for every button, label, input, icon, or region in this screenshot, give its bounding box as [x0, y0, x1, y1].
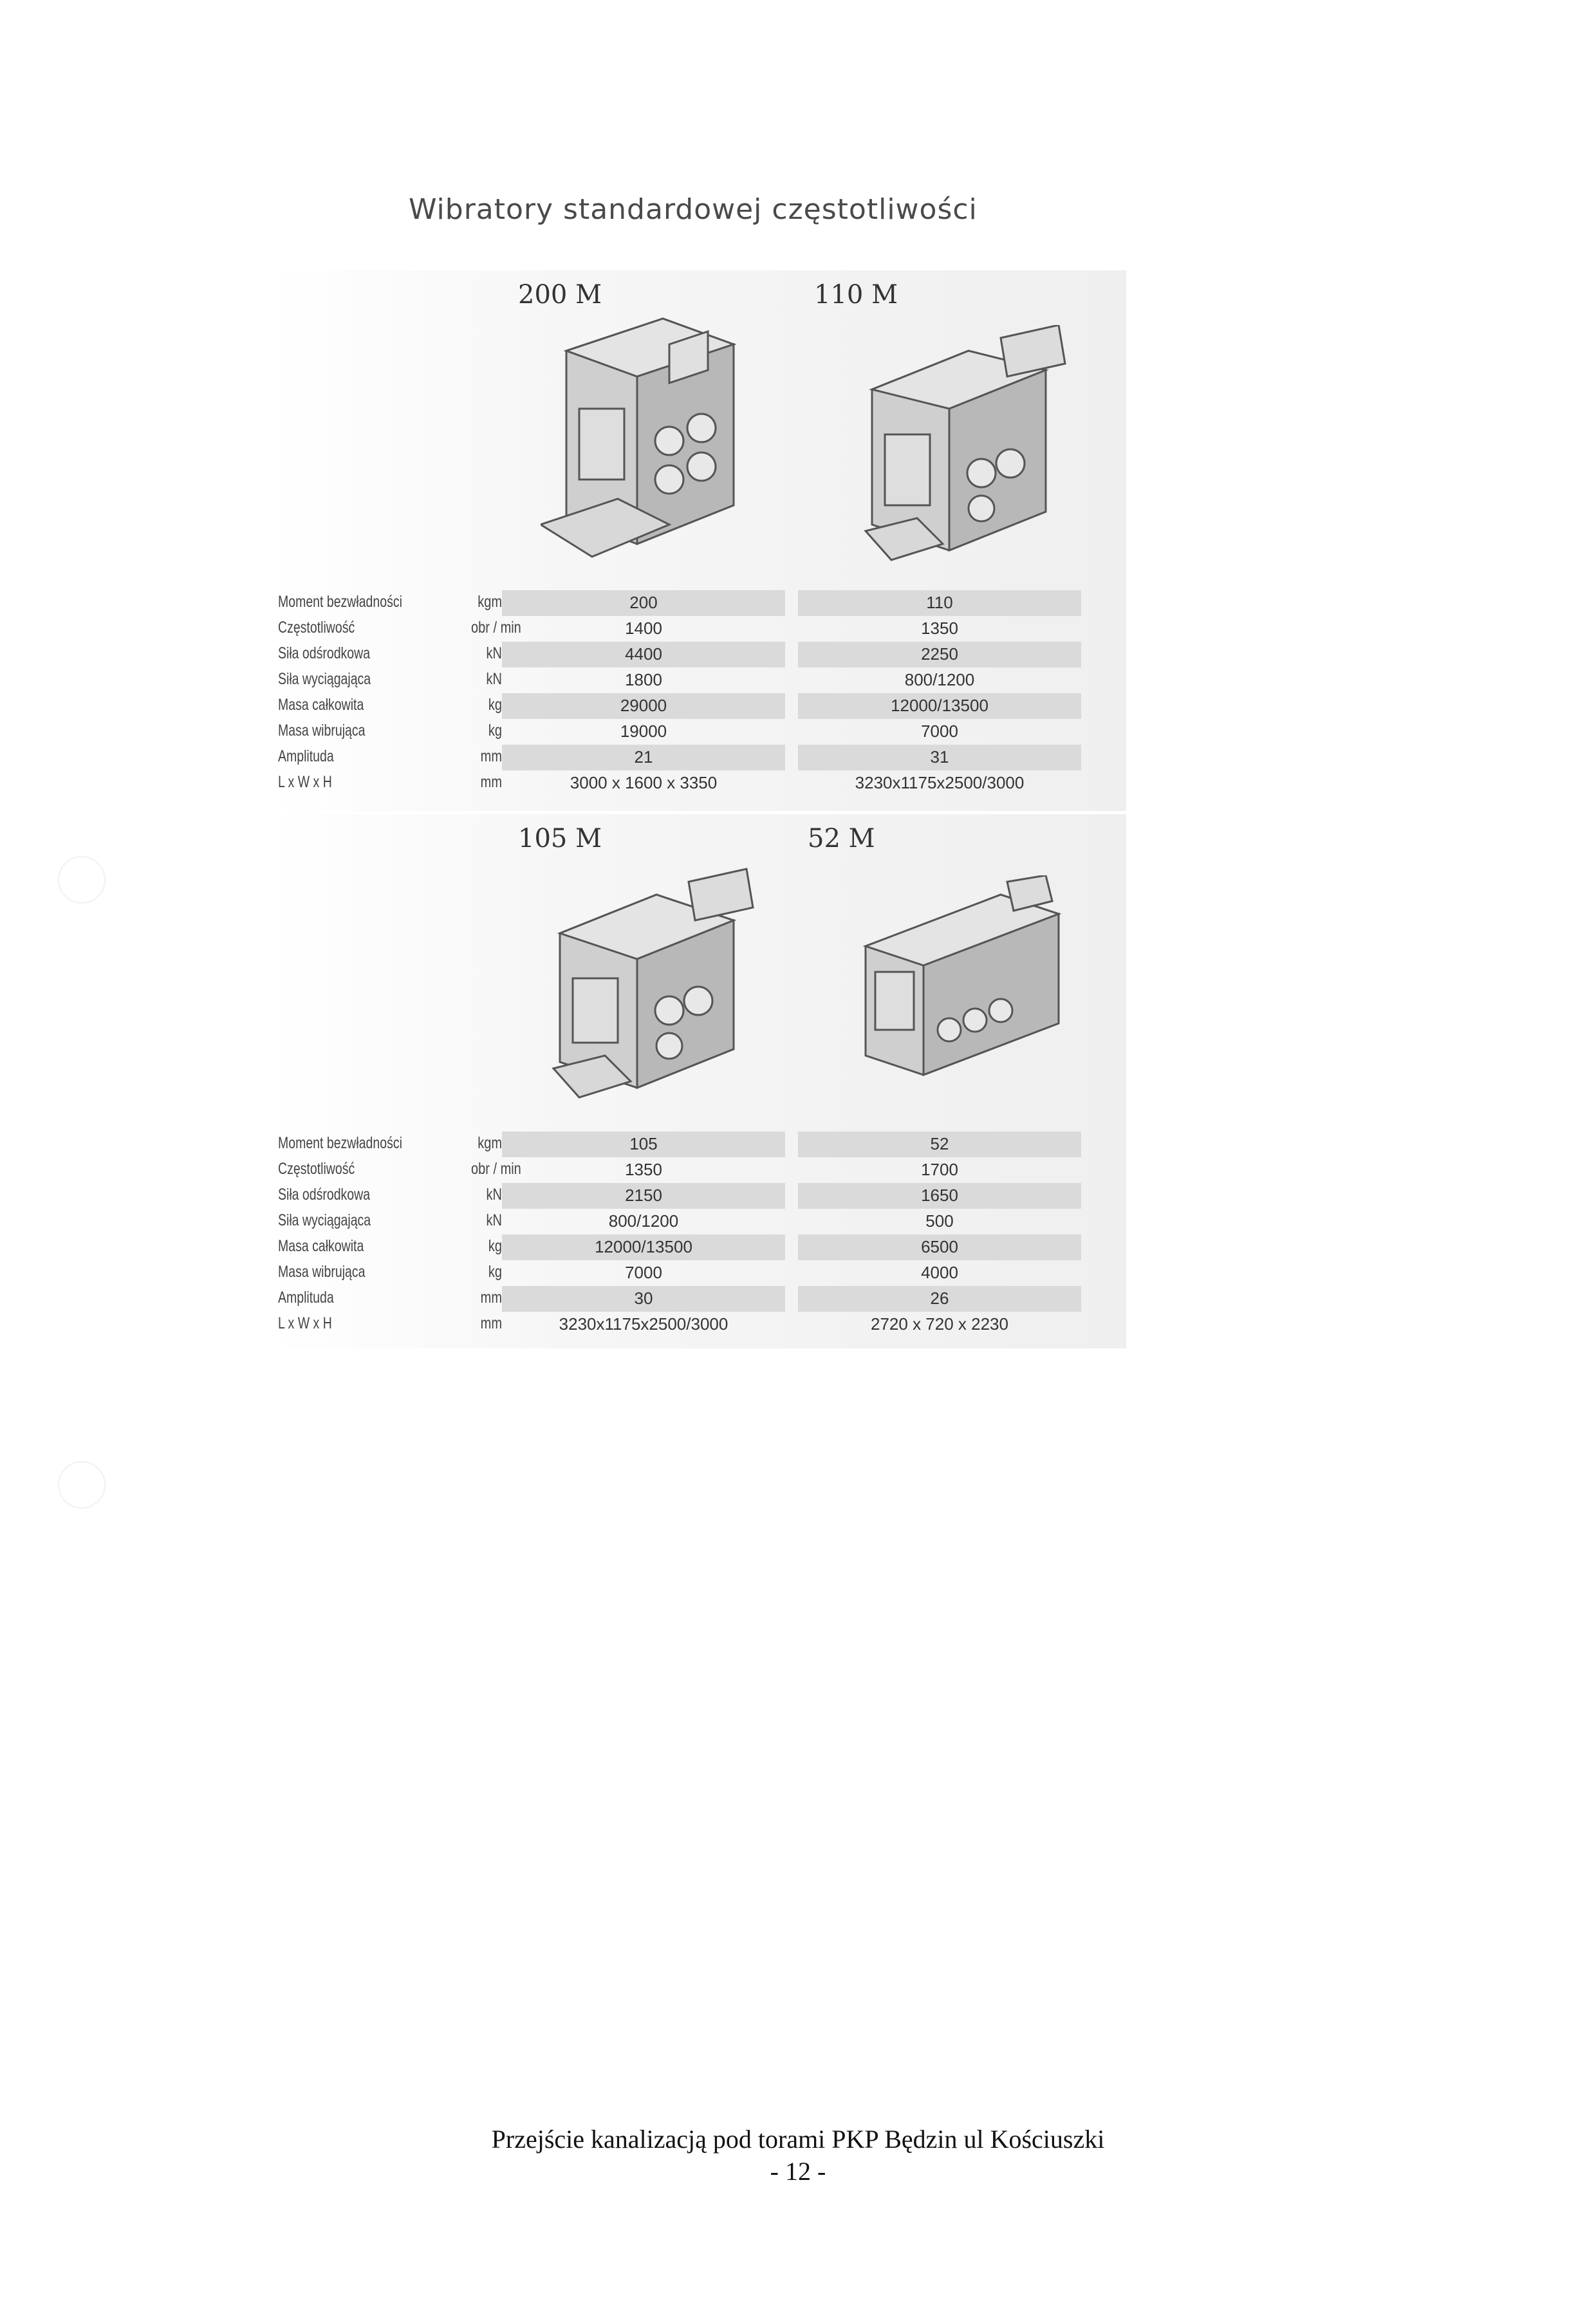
spec-unit: obr / min — [471, 619, 521, 637]
spec-label: Moment bezwładności — [278, 1134, 402, 1152]
spec-row — [270, 719, 1126, 745]
scan-artifact — [58, 856, 106, 904]
spec-value: 26 — [930, 1289, 949, 1308]
spec-value: 3000 x 1600 x 3350 — [570, 773, 718, 792]
spec-unit: kN — [486, 1211, 502, 1229]
page-title: Wibratory standardowej częstotliwości — [409, 193, 978, 226]
spec-value: 52 — [930, 1134, 949, 1153]
footer-caption: Przejście kanalizacją pod torami PKP Będzin ul Kościuszki — [491, 2125, 1105, 2154]
spec-row — [270, 1209, 1126, 1234]
spec-row — [270, 616, 1126, 642]
vibrator-105m-illustration — [541, 862, 759, 1107]
spec-row — [270, 1312, 1126, 1337]
spec-row — [270, 1260, 1126, 1286]
spec-value: 4000 — [921, 1263, 958, 1282]
spec-value: 2250 — [921, 644, 958, 664]
spec-unit: kN — [486, 670, 502, 688]
spec-label: Masa całkowita — [278, 696, 364, 714]
spec-unit: mm — [480, 747, 502, 765]
spec-value: 3230x1175x2500/3000 — [855, 773, 1025, 792]
spec-value: 12000/13500 — [595, 1237, 692, 1256]
spec-value: 500 — [925, 1211, 954, 1231]
block-top — [270, 270, 1126, 811]
model-label-110m: 110 M — [814, 280, 898, 310]
spec-label: Amplituda — [278, 747, 334, 765]
spec-value: 21 — [634, 747, 653, 767]
model-label-200m: 200 M — [518, 280, 602, 310]
spec-value: 1650 — [921, 1186, 958, 1205]
spec-value: 1350 — [625, 1160, 662, 1179]
spec-unit: obr / min — [471, 1160, 521, 1178]
spec-label: Moment bezwładności — [278, 593, 402, 611]
spec-label: L x W x H — [278, 1314, 332, 1332]
vibrator-52m-illustration — [853, 875, 1072, 1094]
spec-value: 12000/13500 — [891, 696, 988, 715]
spec-row — [270, 667, 1126, 693]
spec-value: 800/1200 — [608, 1211, 679, 1231]
spec-unit: mm — [480, 1289, 502, 1307]
spec-unit: kg — [488, 1237, 502, 1255]
spec-row — [270, 1234, 1126, 1260]
spec-unit: kN — [486, 1186, 502, 1204]
spec-value: 1800 — [625, 670, 662, 689]
spec-value: 4400 — [625, 644, 662, 664]
spec-unit: mm — [480, 1314, 502, 1332]
spec-row — [270, 1183, 1126, 1209]
spec-label: Siła odśrodkowa — [278, 1186, 371, 1204]
spec-unit: kgm — [478, 1134, 502, 1152]
spec-row — [270, 590, 1126, 616]
spec-value: 29000 — [620, 696, 667, 715]
spec-row — [270, 1286, 1126, 1312]
spec-value: 31 — [930, 747, 949, 767]
spec-label: Masa wibrująca — [278, 722, 366, 740]
spec-unit: kN — [486, 644, 502, 662]
spec-unit: kg — [488, 722, 502, 740]
spec-label: Częstotliwość — [278, 619, 355, 637]
spec-unit: mm — [480, 773, 502, 791]
spec-unit: kgm — [478, 593, 502, 611]
spec-value: 2720 x 720 x 2230 — [871, 1314, 1008, 1334]
spec-label: Masa wibrująca — [278, 1263, 366, 1281]
spec-label: Siła odśrodkowa — [278, 644, 371, 662]
spec-value: 105 — [629, 1134, 658, 1153]
spec-label: Częstotliwość — [278, 1160, 355, 1178]
model-label-105m: 105 M — [518, 824, 602, 853]
spec-value: 200 — [629, 593, 658, 612]
model-label-52m: 52 M — [808, 824, 875, 853]
block-bottom — [270, 814, 1126, 1348]
spec-row — [270, 693, 1126, 719]
spec-label: Siła wyciągająca — [278, 670, 371, 688]
spec-label: Amplituda — [278, 1289, 334, 1307]
spec-value: 110 — [926, 593, 953, 612]
spec-row — [270, 770, 1126, 796]
spec-value: 7000 — [625, 1263, 662, 1282]
spec-unit: kg — [488, 1263, 502, 1281]
spec-value: 1400 — [625, 619, 662, 638]
spec-label: L x W x H — [278, 773, 332, 791]
spec-row — [270, 745, 1126, 770]
spec-value: 30 — [634, 1289, 653, 1308]
spec-row — [270, 1132, 1126, 1157]
spec-value: 1700 — [921, 1160, 958, 1179]
vibrator-200m-illustration — [541, 312, 747, 570]
spec-row — [270, 1157, 1126, 1183]
spec-value: 2150 — [625, 1186, 662, 1205]
spec-value: 800/1200 — [904, 670, 975, 689]
spec-value: 7000 — [921, 722, 958, 741]
page-number: - 12 - — [770, 2157, 826, 2186]
spec-value: 1350 — [921, 619, 958, 638]
spec-label: Siła wyciągająca — [278, 1211, 371, 1229]
vibrator-110m-illustration — [853, 325, 1072, 570]
spec-value: 19000 — [620, 722, 667, 741]
spec-value: 6500 — [921, 1237, 958, 1256]
scan-artifact — [58, 1461, 106, 1509]
spec-label: Masa całkowita — [278, 1237, 364, 1255]
spec-unit: kg — [488, 696, 502, 714]
spec-value: 3230x1175x2500/3000 — [559, 1314, 728, 1334]
spec-row — [270, 642, 1126, 667]
